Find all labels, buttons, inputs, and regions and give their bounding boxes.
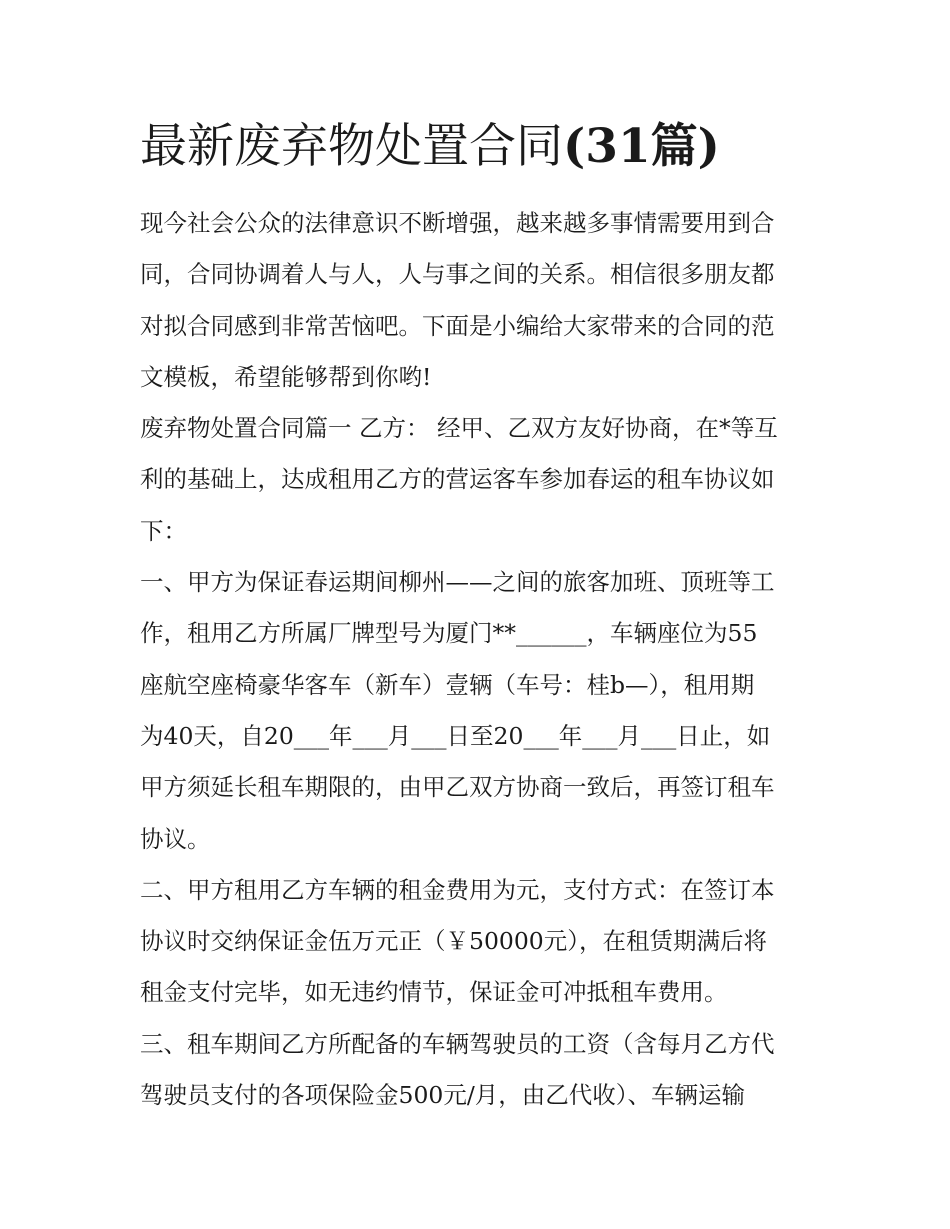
body-line: 一、甲方为保证春运期间柳州——之间的旅客加班、顶班等工 [140,568,775,597]
title-count: (31篇) [563,119,720,174]
body-line: 利的基础上，达成租用乙方的营运客车参加春运的租车协议如 [140,465,775,494]
document-title [140,116,820,178]
body-line: 对拟合同感到非常苦恼吧。下面是小编给大家带来的合同的范 [140,311,775,340]
body-line: 租金支付完毕，如无违约情节，保证金可冲抵租车费用。 [140,978,728,1007]
body-line: 驾驶员支付的各项保险金500元/月，由乙代收）、车辆运输 [140,1081,746,1110]
body-line: 废弃物处置合同篇一 乙方： 经甲、乙双方友好协商，在*等互 [140,414,778,443]
body-line: 二、甲方租用乙方车辆的租金费用为元，支付方式：在签订本 [140,875,775,904]
body-line: 座航空座椅豪华客车（新车）壹辆（车号：桂b—），租用期 [140,670,755,699]
body-line: 作，租用乙方所属厂牌型号为厦门**______，车辆座位为55 [140,619,758,648]
body-line: 同，合同协调着人与人，人与事之间的关系。相信很多朋友都 [140,260,775,289]
body-line: 协议。 [140,824,211,853]
body-line: 下： [140,516,187,545]
body-line: 为40天，自20___年___月___日至20___年___月___日止，如 [140,721,771,750]
document-body [140,198,820,1121]
title-main: 最新废弃物处置合同 [140,119,563,174]
body-line: 现今社会公众的法律意识不断增强，越来越多事情需要用到合 [140,209,775,237]
body-line: 三、租车期间乙方所配备的车辆驾驶员的工资（含每月乙方代 [140,1029,775,1058]
body-line: 文模板，希望能够帮到你哟! [140,362,432,391]
body-line: 甲方须延长租车期限的，由甲乙双方协商一致后，再签订租车 [140,773,775,802]
body-line: 协议时交纳保证金伍万元正（￥50000元），在租赁期满后将 [140,927,768,956]
